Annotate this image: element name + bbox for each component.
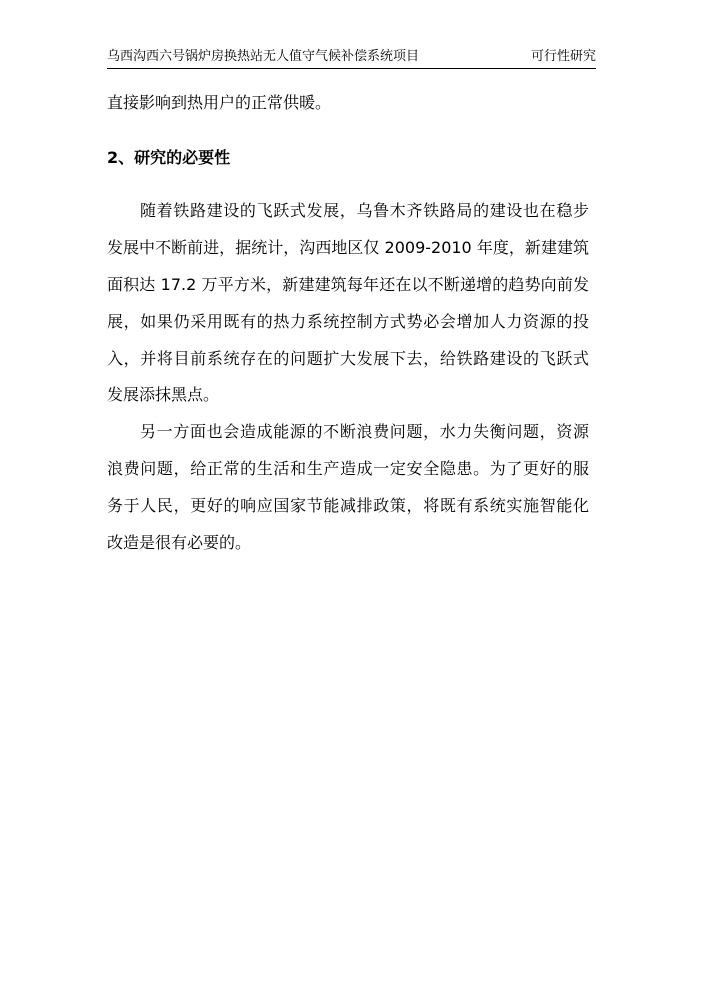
paragraph-line: 发展中不断前进，据统计，沟西地区仅 2009-2010 年度，新建建筑 xyxy=(107,238,589,257)
paragraph-line: 展，如果仍采用既有的热力系统控制方式势必会增加人力资源的投 xyxy=(107,312,589,331)
paragraph-line: 发展添抹黑点。 xyxy=(107,385,220,404)
body-line: 直接影响到热用户的正常供暖。 xyxy=(107,93,332,112)
paragraph-line: 务于人民，更好的响应国家节能减排政策，将既有系统实施智能化 xyxy=(107,496,589,515)
page-header xyxy=(107,46,596,69)
header-title: 乌西沟西六号锅炉房换热站无人值守气候补偿系统项目 xyxy=(107,49,420,64)
section-heading: 2、研究的必要性 xyxy=(107,148,231,167)
paragraph-line: 浪费问题，给正常的生活和生产造成一定安全隐患。为了更好的服 xyxy=(107,459,589,478)
paragraph-line: 面积达 17.2 万平方米，新建建筑每年还在以不断递增的趋势向前发 xyxy=(107,275,589,294)
paragraph-line: 另一方面也会造成能源的不断浪费问题，水力失衡问题，资源 xyxy=(140,422,589,441)
paragraph-line: 改造是很有必要的。 xyxy=(107,533,252,552)
header-section: 可行性研究 xyxy=(530,49,596,64)
paragraph-line: 随着铁路建设的飞跃式发展，乌鲁木齐铁路局的建设也在稳步 xyxy=(140,201,589,220)
paragraph-line: 入，并将目前系统存在的问题扩大发展下去，给铁路建设的飞跃式 xyxy=(107,349,589,368)
